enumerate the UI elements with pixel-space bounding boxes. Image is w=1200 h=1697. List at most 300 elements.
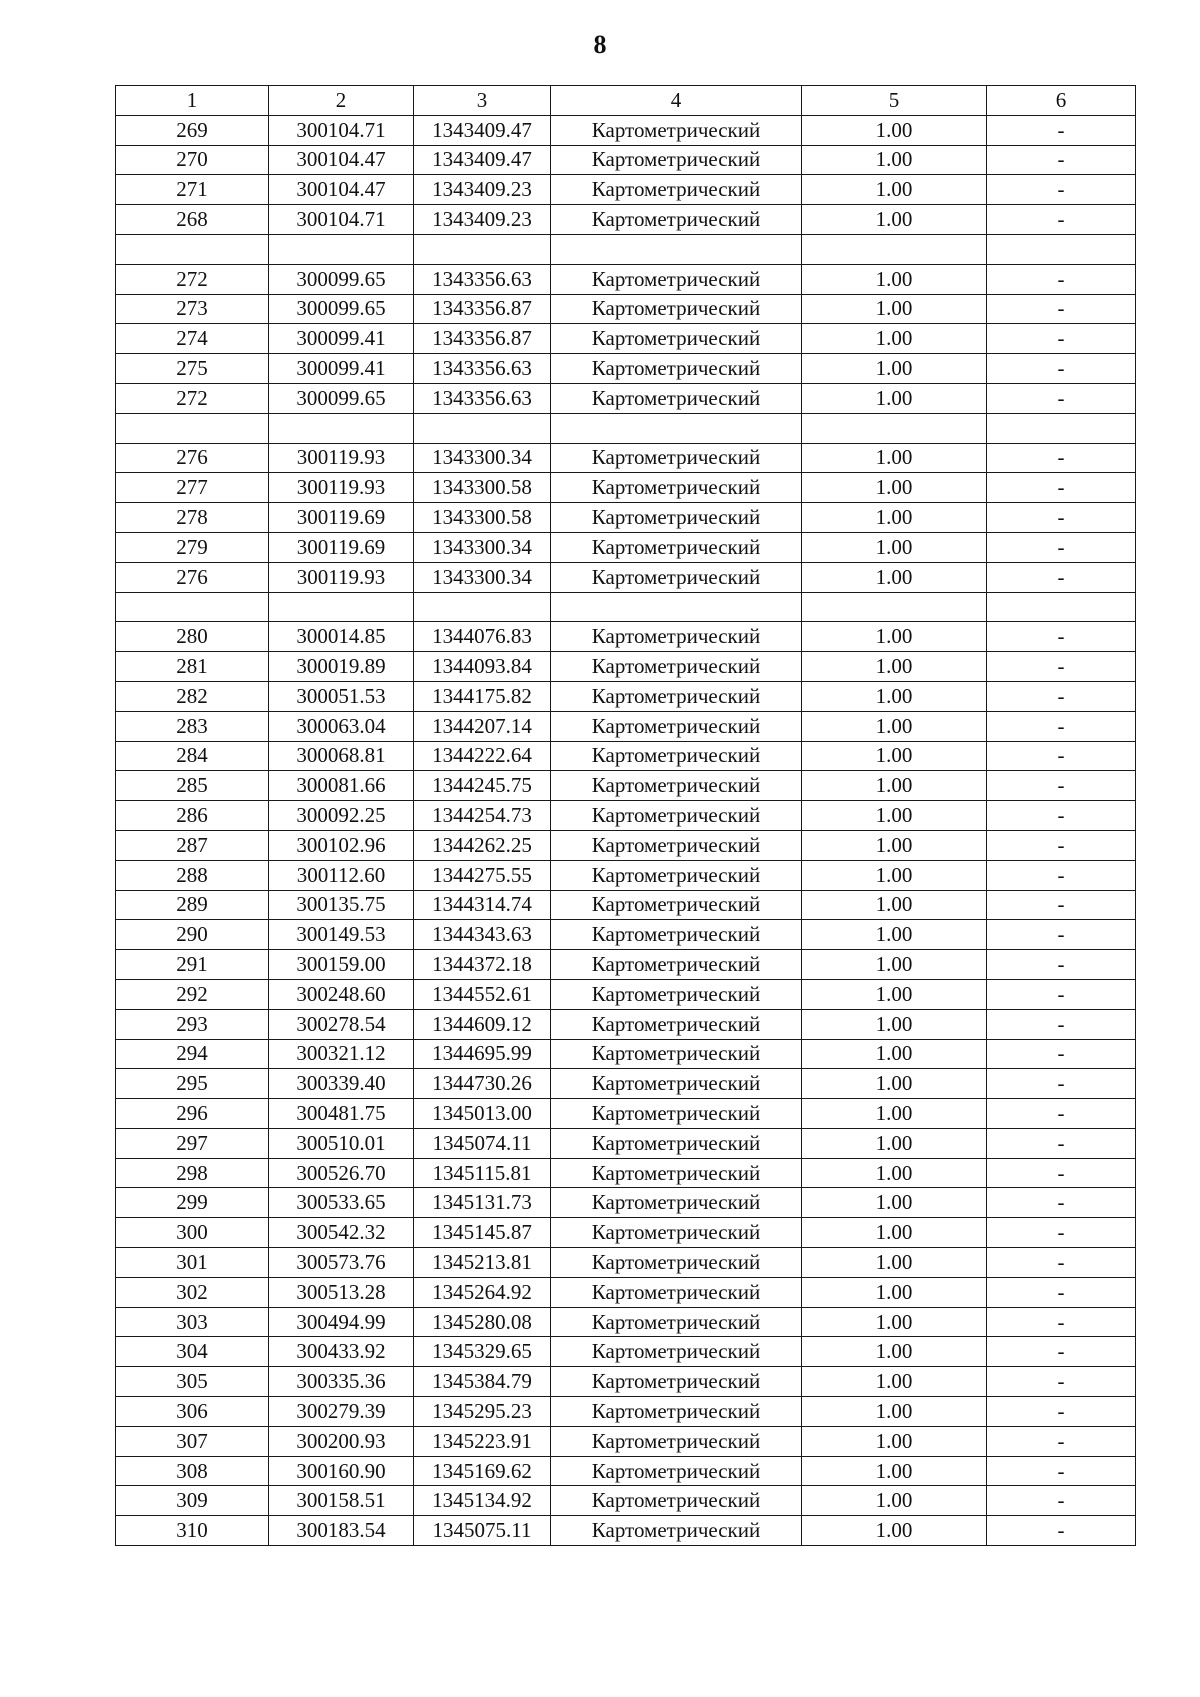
table-row	[116, 830, 1136, 860]
table-row	[116, 205, 1136, 235]
table-row	[116, 383, 1136, 413]
header-cell-5: 5	[802, 86, 987, 116]
y-coordinate-cell: 1344552.61	[414, 979, 551, 1009]
point-number-cell: 275	[116, 354, 269, 384]
table-row	[116, 175, 1136, 205]
table-row	[116, 1099, 1136, 1129]
method-cell: Картометрический	[551, 1099, 802, 1129]
accuracy-cell: 1.00	[802, 532, 987, 562]
y-coordinate-cell: 1344093.84	[414, 652, 551, 682]
accuracy-cell: 1.00	[802, 681, 987, 711]
header-cell-1: 1	[116, 86, 269, 116]
point-number-cell: 284	[116, 741, 269, 771]
point-number-cell: 287	[116, 830, 269, 860]
accuracy-cell: 1.00	[802, 1158, 987, 1188]
point-number-cell: 302	[116, 1277, 269, 1307]
method-cell: Картометрический	[551, 532, 802, 562]
y-coordinate-cell: 1345074.11	[414, 1128, 551, 1158]
y-coordinate-cell: 1345169.62	[414, 1456, 551, 1486]
method-cell: Картометрический	[551, 145, 802, 175]
description-cell: -	[987, 652, 1136, 682]
description-cell: -	[987, 1516, 1136, 1546]
accuracy-cell: 1.00	[802, 652, 987, 682]
point-number-cell: 268	[116, 205, 269, 235]
point-number-cell: 298	[116, 1158, 269, 1188]
point-number-cell: 290	[116, 920, 269, 950]
method-cell: Картометрический	[551, 1128, 802, 1158]
description-cell: -	[987, 860, 1136, 890]
description-cell: -	[987, 801, 1136, 831]
description-cell: -	[987, 1486, 1136, 1516]
method-cell: Картометрический	[551, 1456, 802, 1486]
table-header	[116, 86, 1136, 116]
table-row	[116, 532, 1136, 562]
accuracy-cell: 1.00	[802, 771, 987, 801]
point-number-cell: 274	[116, 324, 269, 354]
point-number-cell: 292	[116, 979, 269, 1009]
x-coordinate-cell: 300433.92	[269, 1337, 414, 1367]
point-number-cell: 297	[116, 1128, 269, 1158]
description-cell: -	[987, 1307, 1136, 1337]
x-coordinate-cell: 300542.32	[269, 1218, 414, 1248]
table-row	[116, 860, 1136, 890]
x-coordinate-cell: 300099.65	[269, 294, 414, 324]
accuracy-cell: 1.00	[802, 205, 987, 235]
table-row	[116, 771, 1136, 801]
point-number-cell: 270	[116, 145, 269, 175]
table-row	[116, 413, 1136, 443]
method-cell: Картометрический	[551, 1397, 802, 1427]
table-row	[116, 503, 1136, 533]
accuracy-cell: 1.00	[802, 324, 987, 354]
x-coordinate-cell: 300200.93	[269, 1426, 414, 1456]
x-coordinate-cell: 300099.65	[269, 383, 414, 413]
description-cell: -	[987, 1099, 1136, 1129]
y-coordinate-cell: 1344207.14	[414, 711, 551, 741]
description-cell: -	[987, 1426, 1136, 1456]
description-cell: -	[987, 1039, 1136, 1069]
page-number: 8	[593, 30, 607, 59]
x-coordinate-cell: 300149.53	[269, 920, 414, 950]
method-cell: Картометрический	[551, 681, 802, 711]
y-coordinate-cell: 1344076.83	[414, 622, 551, 652]
table-row	[116, 1516, 1136, 1546]
accuracy-cell: 1.00	[802, 145, 987, 175]
method-cell: Картометрический	[551, 830, 802, 860]
x-coordinate-cell: 300102.96	[269, 830, 414, 860]
point-number-cell: 307	[116, 1426, 269, 1456]
method-cell: Картометрический	[551, 473, 802, 503]
header-cell-4: 4	[551, 86, 802, 116]
description-cell: -	[987, 1188, 1136, 1218]
description-cell: -	[987, 920, 1136, 950]
table-row	[116, 234, 1136, 264]
table-row	[116, 443, 1136, 473]
x-coordinate-cell	[269, 592, 414, 622]
table-row	[116, 920, 1136, 950]
description-cell: -	[987, 1456, 1136, 1486]
x-coordinate-cell: 300533.65	[269, 1188, 414, 1218]
x-coordinate-cell: 300099.41	[269, 324, 414, 354]
y-coordinate-cell: 1344695.99	[414, 1039, 551, 1069]
x-coordinate-cell: 300104.47	[269, 145, 414, 175]
point-number-cell: 300	[116, 1218, 269, 1248]
y-coordinate-cell: 1343356.63	[414, 354, 551, 384]
method-cell	[551, 592, 802, 622]
y-coordinate-cell: 1344245.75	[414, 771, 551, 801]
x-coordinate-cell: 300160.90	[269, 1456, 414, 1486]
table-row	[116, 354, 1136, 384]
method-cell: Картометрический	[551, 1218, 802, 1248]
y-coordinate-cell: 1344730.26	[414, 1069, 551, 1099]
table-row	[116, 1456, 1136, 1486]
y-coordinate-cell: 1345264.92	[414, 1277, 551, 1307]
y-coordinate-cell: 1344262.25	[414, 830, 551, 860]
accuracy-cell: 1.00	[802, 711, 987, 741]
table-row	[116, 1307, 1136, 1337]
method-cell: Картометрический	[551, 1516, 802, 1546]
y-coordinate-cell: 1344275.55	[414, 860, 551, 890]
method-cell: Картометрический	[551, 920, 802, 950]
table-row	[116, 115, 1136, 145]
method-cell: Картометрический	[551, 771, 802, 801]
y-coordinate-cell: 1343409.23	[414, 175, 551, 205]
method-cell: Картометрический	[551, 1337, 802, 1367]
y-coordinate-cell: 1343356.63	[414, 264, 551, 294]
point-number-cell: 288	[116, 860, 269, 890]
accuracy-cell	[802, 413, 987, 443]
x-coordinate-cell: 300278.54	[269, 1009, 414, 1039]
table-row	[116, 1426, 1136, 1456]
y-coordinate-cell: 1345131.73	[414, 1188, 551, 1218]
x-coordinate-cell: 300119.69	[269, 532, 414, 562]
y-coordinate-cell: 1343356.63	[414, 383, 551, 413]
x-coordinate-cell: 300063.04	[269, 711, 414, 741]
point-number-cell: 276	[116, 443, 269, 473]
table-row	[116, 681, 1136, 711]
x-coordinate-cell: 300135.75	[269, 890, 414, 920]
x-coordinate-cell: 300279.39	[269, 1397, 414, 1427]
description-cell: -	[987, 175, 1136, 205]
table-row	[116, 1218, 1136, 1248]
y-coordinate-cell: 1345213.81	[414, 1248, 551, 1278]
y-coordinate-cell: 1343300.34	[414, 532, 551, 562]
accuracy-cell: 1.00	[802, 622, 987, 652]
method-cell: Картометрический	[551, 1426, 802, 1456]
method-cell: Картометрический	[551, 1367, 802, 1397]
table-row	[116, 1158, 1136, 1188]
accuracy-cell: 1.00	[802, 950, 987, 980]
y-coordinate-cell: 1344609.12	[414, 1009, 551, 1039]
method-cell: Картометрический	[551, 383, 802, 413]
header-cell-6: 6	[987, 86, 1136, 116]
accuracy-cell: 1.00	[802, 1337, 987, 1367]
table-row	[116, 145, 1136, 175]
point-number-cell: 271	[116, 175, 269, 205]
accuracy-cell: 1.00	[802, 175, 987, 205]
x-coordinate-cell	[269, 413, 414, 443]
x-coordinate-cell: 300183.54	[269, 1516, 414, 1546]
x-coordinate-cell: 300014.85	[269, 622, 414, 652]
point-number-cell: 273	[116, 294, 269, 324]
point-number-cell: 279	[116, 532, 269, 562]
accuracy-cell: 1.00	[802, 920, 987, 950]
description-cell: -	[987, 503, 1136, 533]
point-number-cell: 269	[116, 115, 269, 145]
x-coordinate-cell: 300104.71	[269, 115, 414, 145]
description-cell	[987, 234, 1136, 264]
description-cell: -	[987, 771, 1136, 801]
x-coordinate-cell: 300158.51	[269, 1486, 414, 1516]
accuracy-cell: 1.00	[802, 1307, 987, 1337]
table-row	[116, 1188, 1136, 1218]
y-coordinate-cell	[414, 234, 551, 264]
point-number-cell: 294	[116, 1039, 269, 1069]
point-number-cell: 282	[116, 681, 269, 711]
y-coordinate-cell	[414, 592, 551, 622]
table-row	[116, 1486, 1136, 1516]
y-coordinate-cell: 1345280.08	[414, 1307, 551, 1337]
point-number-cell: 293	[116, 1009, 269, 1039]
method-cell: Картометрический	[551, 741, 802, 771]
x-coordinate-cell: 300099.41	[269, 354, 414, 384]
method-cell: Картометрический	[551, 175, 802, 205]
table-row	[116, 1277, 1136, 1307]
header-cell-3: 3	[414, 86, 551, 116]
y-coordinate-cell: 1344222.64	[414, 741, 551, 771]
y-coordinate-cell	[414, 413, 551, 443]
table-row	[116, 1337, 1136, 1367]
point-number-cell	[116, 413, 269, 443]
accuracy-cell: 1.00	[802, 1277, 987, 1307]
description-cell: -	[987, 205, 1136, 235]
x-coordinate-cell: 300099.65	[269, 264, 414, 294]
x-coordinate-cell: 300119.93	[269, 473, 414, 503]
y-coordinate-cell: 1343300.34	[414, 562, 551, 592]
accuracy-cell: 1.00	[802, 890, 987, 920]
method-cell: Картометрический	[551, 562, 802, 592]
accuracy-cell: 1.00	[802, 1516, 987, 1546]
x-coordinate-cell: 300335.36	[269, 1367, 414, 1397]
table-row	[116, 592, 1136, 622]
description-cell: -	[987, 741, 1136, 771]
method-cell: Картометрический	[551, 115, 802, 145]
method-cell: Картометрический	[551, 354, 802, 384]
table-row	[116, 324, 1136, 354]
point-number-cell	[116, 592, 269, 622]
x-coordinate-cell: 300573.76	[269, 1248, 414, 1278]
description-cell: -	[987, 1158, 1136, 1188]
point-number-cell	[116, 234, 269, 264]
method-cell: Картометрический	[551, 324, 802, 354]
x-coordinate-cell: 300051.53	[269, 681, 414, 711]
x-coordinate-cell: 300112.60	[269, 860, 414, 890]
accuracy-cell: 1.00	[802, 294, 987, 324]
description-cell: -	[987, 473, 1136, 503]
description-cell	[987, 413, 1136, 443]
accuracy-cell: 1.00	[802, 1188, 987, 1218]
description-cell: -	[987, 532, 1136, 562]
y-coordinate-cell: 1345384.79	[414, 1367, 551, 1397]
point-number-cell: 281	[116, 652, 269, 682]
y-coordinate-cell: 1343409.23	[414, 205, 551, 235]
y-coordinate-cell: 1343356.87	[414, 294, 551, 324]
method-cell: Картометрический	[551, 1039, 802, 1069]
accuracy-cell: 1.00	[802, 1486, 987, 1516]
accuracy-cell: 1.00	[802, 1099, 987, 1129]
point-number-cell: 306	[116, 1397, 269, 1427]
method-cell: Картометрический	[551, 801, 802, 831]
y-coordinate-cell: 1344254.73	[414, 801, 551, 831]
accuracy-cell: 1.00	[802, 801, 987, 831]
y-coordinate-cell: 1345013.00	[414, 1099, 551, 1129]
table-row	[116, 1397, 1136, 1427]
accuracy-cell: 1.00	[802, 1039, 987, 1069]
accuracy-cell: 1.00	[802, 503, 987, 533]
y-coordinate-cell: 1345223.91	[414, 1426, 551, 1456]
method-cell: Картометрический	[551, 979, 802, 1009]
accuracy-cell: 1.00	[802, 1128, 987, 1158]
point-number-cell: 304	[116, 1337, 269, 1367]
point-number-cell: 305	[116, 1367, 269, 1397]
description-cell: -	[987, 354, 1136, 384]
x-coordinate-cell: 300081.66	[269, 771, 414, 801]
x-coordinate-cell: 300119.93	[269, 562, 414, 592]
description-cell: -	[987, 1367, 1136, 1397]
table-row	[116, 1367, 1136, 1397]
point-number-cell: 280	[116, 622, 269, 652]
accuracy-cell: 1.00	[802, 1367, 987, 1397]
y-coordinate-cell: 1343300.58	[414, 503, 551, 533]
description-cell: -	[987, 1277, 1136, 1307]
table-row	[116, 562, 1136, 592]
accuracy-cell: 1.00	[802, 473, 987, 503]
table-row	[116, 979, 1136, 1009]
coordinates-table	[115, 85, 1136, 1546]
y-coordinate-cell: 1343409.47	[414, 145, 551, 175]
method-cell: Картометрический	[551, 443, 802, 473]
method-cell: Картометрический	[551, 503, 802, 533]
method-cell: Картометрический	[551, 1009, 802, 1039]
description-cell: -	[987, 950, 1136, 980]
point-number-cell: 310	[116, 1516, 269, 1546]
x-coordinate-cell: 300092.25	[269, 801, 414, 831]
y-coordinate-cell: 1345115.81	[414, 1158, 551, 1188]
accuracy-cell: 1.00	[802, 1397, 987, 1427]
description-cell: -	[987, 562, 1136, 592]
table-row	[116, 1248, 1136, 1278]
method-cell: Картометрический	[551, 1188, 802, 1218]
header-cell-2: 2	[269, 86, 414, 116]
x-coordinate-cell: 300510.01	[269, 1128, 414, 1158]
description-cell: -	[987, 622, 1136, 652]
point-number-cell: 283	[116, 711, 269, 741]
accuracy-cell: 1.00	[802, 1069, 987, 1099]
table-row	[116, 652, 1136, 682]
y-coordinate-cell: 1343300.34	[414, 443, 551, 473]
x-coordinate-cell: 300104.47	[269, 175, 414, 205]
method-cell: Картометрический	[551, 1486, 802, 1516]
method-cell: Картометрический	[551, 890, 802, 920]
x-coordinate-cell: 300068.81	[269, 741, 414, 771]
description-cell: -	[987, 681, 1136, 711]
description-cell: -	[987, 264, 1136, 294]
description-cell: -	[987, 1218, 1136, 1248]
point-number-cell: 286	[116, 801, 269, 831]
accuracy-cell: 1.00	[802, 1009, 987, 1039]
accuracy-cell: 1.00	[802, 1248, 987, 1278]
point-number-cell: 309	[116, 1486, 269, 1516]
method-cell: Картометрический	[551, 294, 802, 324]
point-number-cell: 272	[116, 264, 269, 294]
point-number-cell: 272	[116, 383, 269, 413]
table-row	[116, 801, 1136, 831]
table-body	[116, 115, 1136, 1545]
method-cell: Картометрический	[551, 1158, 802, 1188]
point-number-cell: 296	[116, 1099, 269, 1129]
table-row	[116, 1039, 1136, 1069]
x-coordinate-cell: 300339.40	[269, 1069, 414, 1099]
x-coordinate-cell: 300119.93	[269, 443, 414, 473]
x-coordinate-cell: 300119.69	[269, 503, 414, 533]
table-row	[116, 741, 1136, 771]
method-cell	[551, 234, 802, 264]
accuracy-cell: 1.00	[802, 354, 987, 384]
y-coordinate-cell: 1345295.23	[414, 1397, 551, 1427]
accuracy-cell: 1.00	[802, 443, 987, 473]
accuracy-cell: 1.00	[802, 383, 987, 413]
y-coordinate-cell: 1345145.87	[414, 1218, 551, 1248]
method-cell: Картометрический	[551, 652, 802, 682]
y-coordinate-cell: 1344372.18	[414, 950, 551, 980]
point-number-cell: 276	[116, 562, 269, 592]
y-coordinate-cell: 1345075.11	[414, 1516, 551, 1546]
x-coordinate-cell: 300159.00	[269, 950, 414, 980]
accuracy-cell: 1.00	[802, 830, 987, 860]
y-coordinate-cell: 1345329.65	[414, 1337, 551, 1367]
point-number-cell: 295	[116, 1069, 269, 1099]
y-coordinate-cell: 1344175.82	[414, 681, 551, 711]
description-cell: -	[987, 383, 1136, 413]
table-row	[116, 1009, 1136, 1039]
description-cell: -	[987, 294, 1136, 324]
point-number-cell: 301	[116, 1248, 269, 1278]
table-header-row	[116, 86, 1136, 116]
y-coordinate-cell: 1343300.58	[414, 473, 551, 503]
table-row	[116, 294, 1136, 324]
x-coordinate-cell: 300104.71	[269, 205, 414, 235]
method-cell	[551, 413, 802, 443]
description-cell: -	[987, 1337, 1136, 1367]
accuracy-cell: 1.00	[802, 860, 987, 890]
description-cell: -	[987, 115, 1136, 145]
x-coordinate-cell: 300494.99	[269, 1307, 414, 1337]
table-row	[116, 890, 1136, 920]
point-number-cell: 285	[116, 771, 269, 801]
x-coordinate-cell	[269, 234, 414, 264]
description-cell: -	[987, 830, 1136, 860]
accuracy-cell: 1.00	[802, 115, 987, 145]
x-coordinate-cell: 300248.60	[269, 979, 414, 1009]
x-coordinate-cell: 300019.89	[269, 652, 414, 682]
table-row	[116, 950, 1136, 980]
description-cell: -	[987, 1128, 1136, 1158]
method-cell: Картометрический	[551, 622, 802, 652]
point-number-cell: 299	[116, 1188, 269, 1218]
table-row	[116, 1128, 1136, 1158]
table-row	[116, 622, 1136, 652]
description-cell	[987, 592, 1136, 622]
